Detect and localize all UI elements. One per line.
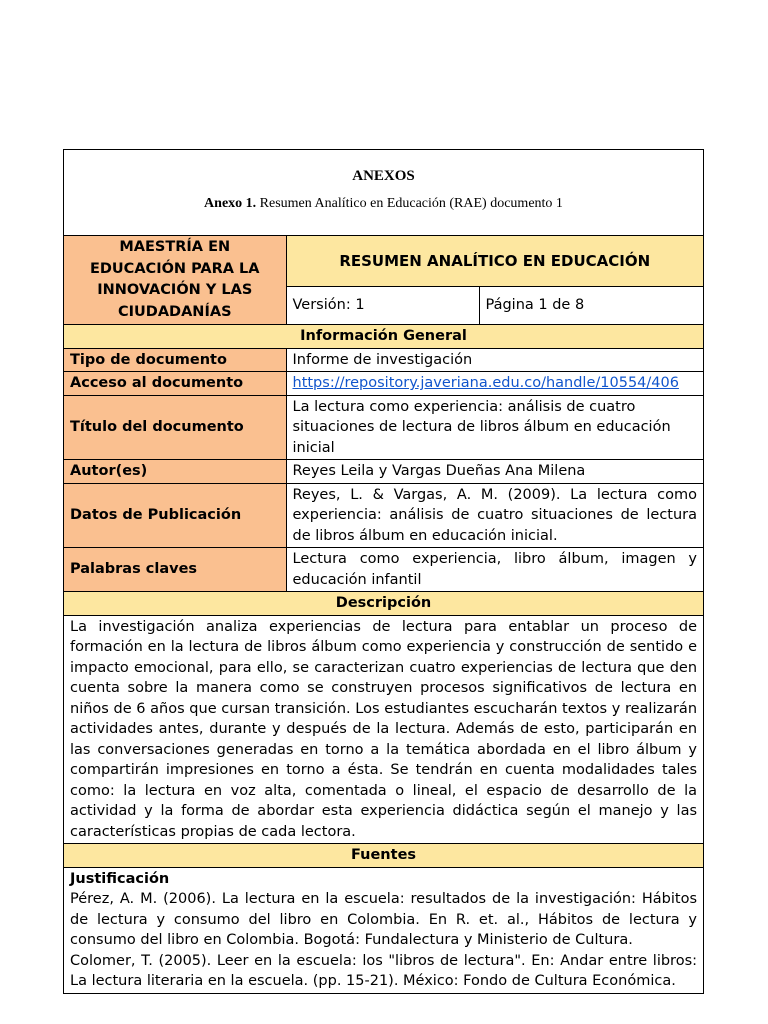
annex-header xyxy=(64,150,703,236)
annex-title: ANEXOS xyxy=(352,168,415,184)
source-entry: Colomer, T. (2005). Leer en la escuela: los "libros de lectura". En: Andar entre libros: La lectura literaria en la escuela. (pp. 15-21). México: Fondo de Cultura Económica. xyxy=(70,952,698,989)
document-type-title: RESUMEN ANALÍTICO EN EDUCACIÓN xyxy=(286,236,703,287)
value-authors: Reyes Leila y Vargas Dueñas Ana Milena xyxy=(286,460,703,484)
page-count-cell: Página 1 de 8 xyxy=(479,287,703,325)
value-keywords: Lectura como experiencia, libro álbum, imagen y educación infantil xyxy=(286,548,703,592)
label-authors: Autor(es) xyxy=(64,460,286,484)
repository-link[interactable]: https://repository.javeriana.edu.co/handle/10554/406 xyxy=(292,375,679,391)
sources-subheading: Justificación xyxy=(70,870,170,887)
value-document-access xyxy=(286,372,703,396)
rae-table xyxy=(64,236,703,993)
institution-cell xyxy=(64,236,286,325)
value-publication-data: Reyes, L. & Vargas, A. M. (2009). La lectura como experiencia: análisis de cuatro situaciones de lectura de libros álbum en educación inicial. xyxy=(286,483,703,548)
annex-subtitle-text: Resumen Analítico en Educación (RAE) documento 1 xyxy=(256,196,563,211)
annex-subtitle-label: Anexo 1. xyxy=(204,196,257,211)
version-cell: Versión: 1 xyxy=(286,287,479,325)
rae-document xyxy=(63,149,704,994)
sources-cell xyxy=(64,867,703,993)
label-keywords: Palabras claves xyxy=(64,548,286,592)
section-description: Descripción xyxy=(64,592,703,616)
section-general-info: Información General xyxy=(64,325,703,349)
section-sources: Fuentes xyxy=(64,844,703,868)
source-entry: Pérez, A. M. (2006). La lectura en la escuela: resultados de la investigación: Hábitos de lectura y consumo del libro en Colombia. En R. et. al., Hábitos de lectura y consumo del libro en Colombia. Bogotá: Fundalectura y Ministerio de Cultura. xyxy=(70,891,698,948)
institution-name: MAESTRÍA EN EDUCACIÓN PARA LA INNOVACIÓN Y LAS CIUDADANÍAS xyxy=(89,239,260,320)
label-publication-data: Datos de Publicación xyxy=(64,483,286,548)
value-document-type: Informe de investigación xyxy=(286,348,703,372)
value-document-title: La lectura como experiencia: análisis de cuatro situaciones de lectura de libros álbum en educación inicial xyxy=(286,395,703,460)
annex-subtitle xyxy=(64,196,703,212)
description-text: La investigación analiza experiencias de lectura para entablar un proceso de formación en la lectura de libros álbum como experiencia y construcción de sentido e impacto emocional, para ello, se caracterizan cuatro experiencias de lectura que den cuenta sobre la manera como se construyen procesos significativos de lectura en niños de 6 años que cursan transición. Los estudiantes escucharán textos y realizarán actividades antes, durante y después de la lectura. Además de esto, participarán en las conversaciones generadas en torno a la temática abordada en el libro álbum y compartirán impresiones en torno a ésta. Se tendrán en cuenta modalidades tales como: la lectura en voz alta, comentada o lineal, el espacio de desarrollo de la actividad y la forma de abordar esta experiencia didáctica según el manejo y las características propias de cada lectora. xyxy=(64,615,703,844)
label-document-type: Tipo de documento xyxy=(64,348,286,372)
label-document-title: Título del documento xyxy=(64,395,286,460)
label-document-access: Acceso al documento xyxy=(64,372,286,396)
